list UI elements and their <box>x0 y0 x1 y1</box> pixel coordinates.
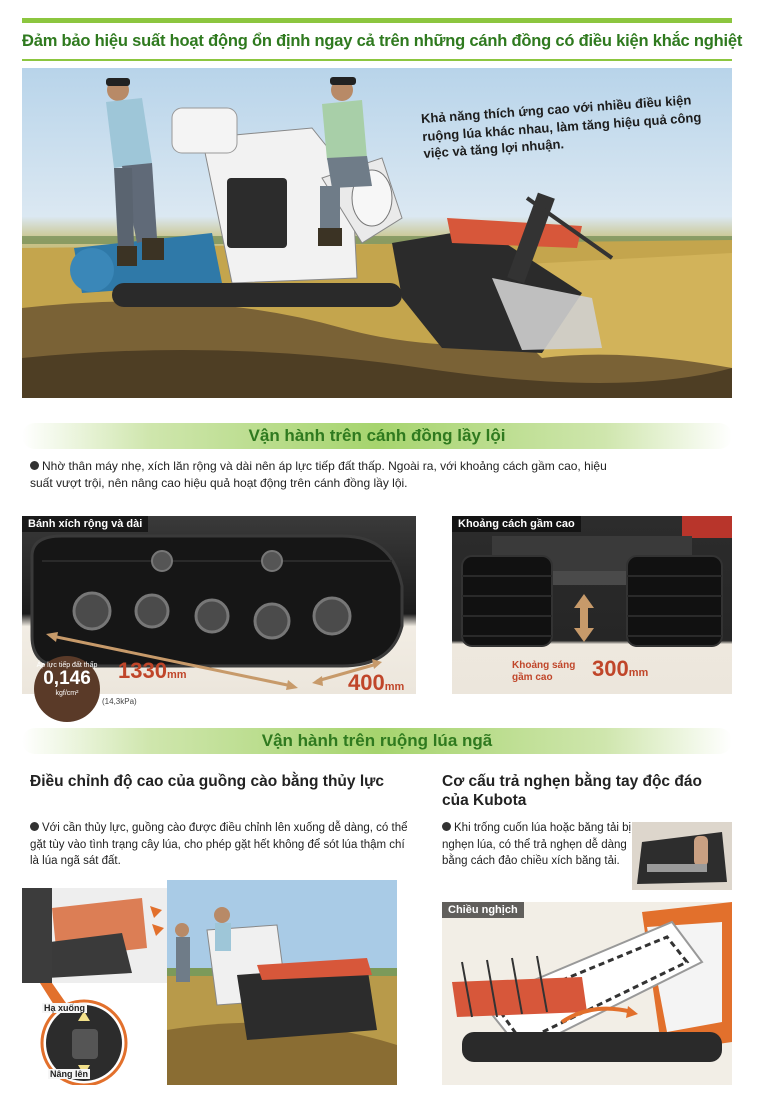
clearance-photo-label: Khoảng cách gầm cao <box>452 516 581 532</box>
clearance-photo <box>452 516 732 694</box>
section-title-muddy-field: Vận hành trên cánh đồng lầy lội <box>22 423 732 449</box>
reel-height-heading: Điều chỉnh độ cao của guồng cào bằng thủy lực <box>30 773 384 790</box>
lever-up-label: Nâng lên <box>50 1069 89 1079</box>
top-rule <box>22 18 732 23</box>
lever-hand-photo <box>632 822 732 890</box>
reel-closeup-illustration <box>22 888 167 983</box>
pressure-value: 0,146 <box>43 668 91 690</box>
hero-photo <box>22 68 732 398</box>
reverse-conveyor-illustration <box>442 902 732 1085</box>
lever-closeup-area <box>22 983 167 1085</box>
reel-height-text: Với cần thủy lực, guồng cào được điều chỉnh lên xuống dễ dàng, có thể gặt tùy vào tình trạng cây lúa, cho phép gặt hết không để sót lúa thậm chí là lúa ngã sát đất. <box>30 822 408 868</box>
clearance-unit: mm <box>628 667 649 679</box>
lever-down-label: Hạ xuống <box>44 1003 86 1013</box>
section1-paragraph <box>30 458 610 493</box>
section1-text: Nhờ thân máy nhẹ, xích lăn rộng và dài nên áp lực tiếp đất thấp. Ngoài ra, với khoảng cách gầm cao, hiệu suất vượt trội, nên nâng cao hiệu quả hoạt động trên cánh đồng lầy lội. <box>30 459 607 491</box>
unclog-paragraph <box>442 820 632 870</box>
pressure-kpa: (14,3kPa) <box>102 697 137 706</box>
section-title-fallen-rice: Vận hành trên ruộng lúa ngã <box>22 728 732 754</box>
page-headline: Đảm bảo hiệu suất hoạt động ổn định ngay cả trên những cánh đồng có điều kiện khắc nghiệt <box>22 32 743 50</box>
track-length-dimension <box>118 658 187 684</box>
clearance-caption: Khoảng sáng gầm cao <box>512 660 576 683</box>
track-length-unit: mm <box>166 669 187 681</box>
track-length-value: 1330 <box>118 658 167 683</box>
reverse-photo-label: Chiều nghịch <box>442 902 524 918</box>
track-width-unit: mm <box>384 681 405 693</box>
bullet-icon <box>442 822 451 831</box>
track-width-value: 400 <box>348 670 385 694</box>
pressure-label: Áp lực tiếp đất thấp <box>36 662 98 669</box>
hero-caption: Khả năng thích ứng cao với nhiều điều kiện ruộng lúa khác nhau, làm tăng hiệu quả công việc và tăng lợi nhuận. <box>420 92 702 162</box>
track-photo-label: Bánh xích rộng và dài <box>22 516 148 532</box>
bullet-icon <box>30 461 39 470</box>
field-harvest-photo <box>167 880 397 1085</box>
track-width-dimension <box>348 670 404 694</box>
bullet-icon <box>30 822 39 831</box>
pressure-unit: kgf/cm² <box>55 690 79 698</box>
ground-pressure-badge <box>34 656 100 722</box>
reel-height-paragraph <box>30 820 410 870</box>
reverse-conveyor-photo <box>442 902 732 1085</box>
unclog-text: Khi trống cuốn lúa hoặc băng tải bị nghẹn lúa, có thể trả nghẹn dễ dàng bằng cách đảo chiều xích băng tải. <box>442 822 632 868</box>
clearance-value: 300 <box>592 656 629 681</box>
headline-rule <box>22 59 732 61</box>
hand-lever-illustration <box>632 822 732 890</box>
unclog-heading: Cơ cấu trả nghẹn bằng tay độc đáo của Kubota <box>442 773 702 810</box>
clearance-dimension <box>592 656 648 682</box>
hydraulic-lever-illustration <box>22 983 167 1085</box>
reel-closeup-photo <box>22 888 167 983</box>
field-harvest-illustration <box>167 880 397 1085</box>
